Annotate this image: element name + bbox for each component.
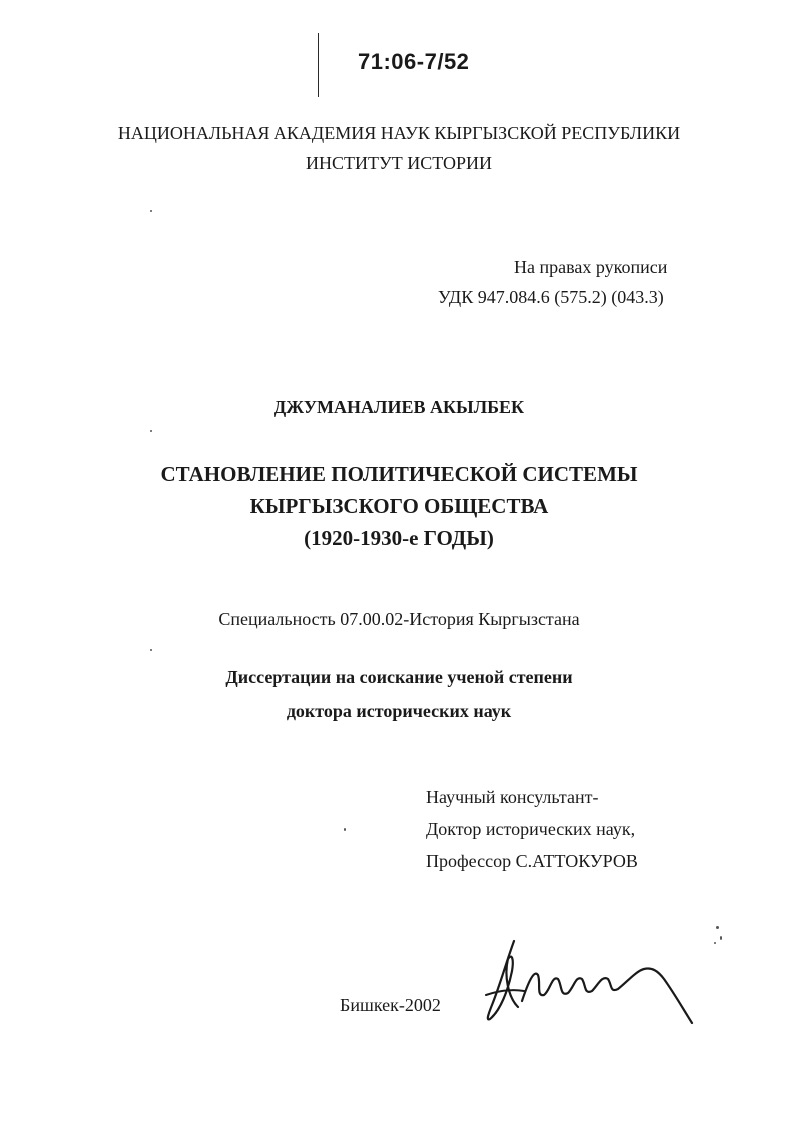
consultant-name: Профессор С.АТТОКУРОВ — [426, 851, 638, 871]
manuscript-note: На правах рукописи — [514, 257, 668, 277]
consultant-degree: Доктор исторических наук, — [426, 819, 636, 839]
degree-line-1: Диссертации на соискание ученой степени — [225, 667, 573, 687]
scan-speck — [150, 430, 152, 432]
library-code: 71:06-7/52 — [358, 49, 470, 74]
scan-speck — [150, 210, 152, 212]
scan-speck — [720, 936, 722, 940]
margin-rule — [318, 33, 319, 97]
city-year: Бишкек-2002 — [340, 995, 441, 1015]
scan-speck — [714, 942, 716, 944]
consultant-role: Научный консультант- — [426, 787, 599, 807]
scan-speck — [150, 649, 152, 651]
institute-name: ИНСТИТУТ ИСТОРИИ — [305, 153, 492, 173]
title-line-1: СТАНОВЛЕНИЕ ПОЛИТИЧЕСКОЙ СИСТЕМЫ — [160, 462, 638, 486]
title-line-3: (1920-1930-е ГОДЫ) — [304, 526, 494, 550]
handwritten-signature — [478, 935, 708, 1030]
specialty: Специальность 07.00.02-История Кыргызстана — [218, 609, 580, 629]
degree-line-2: доктора исторических наук — [286, 701, 512, 721]
academy-name: НАЦИОНАЛЬНАЯ АКАДЕМИЯ НАУК КЫРГЫЗСКОЙ РЕСПУБЛИКИ — [117, 123, 681, 143]
scan-speck — [344, 828, 346, 831]
udc-code: УДК 947.084.6 (575.2) (043.3) — [438, 287, 664, 307]
scan-speck — [716, 926, 719, 929]
author-name: ДЖУМАНАЛИЕВ АКЫЛБЕК — [273, 397, 525, 417]
title-line-2: КЫРГЫЗСКОГО ОБЩЕСТВА — [249, 494, 549, 518]
